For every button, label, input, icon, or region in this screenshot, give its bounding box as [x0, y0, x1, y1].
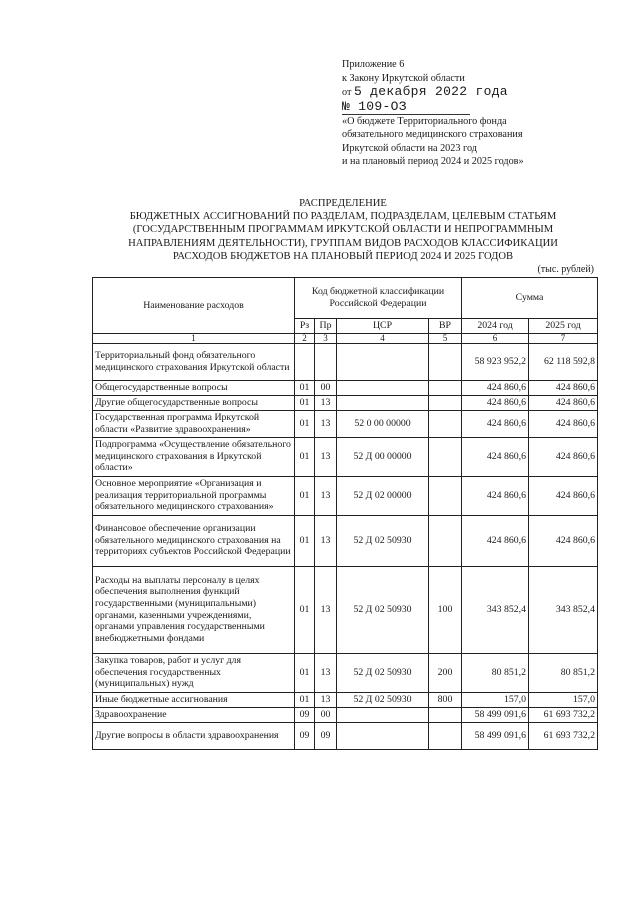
row-name: Финансовое обеспечение организации обязательного медицинского страхования на территориях субъектов Российской Федерации — [93, 515, 295, 566]
header-sum-group: Сумма — [462, 278, 598, 319]
row-name: Общегосударственные вопросы — [93, 380, 295, 395]
table-row — [93, 410, 598, 437]
row-amount-2025: 424 860,6 — [529, 380, 598, 395]
row-amount-2025: 424 860,6 — [529, 437, 598, 476]
table-row — [93, 707, 598, 722]
row-vr — [429, 476, 462, 515]
row-vr — [429, 380, 462, 395]
table-row — [93, 395, 598, 410]
title-line-1: РАСПРЕДЕЛЕНИЕ — [299, 198, 387, 209]
row-name: Закупка товаров, работ и услуг для обеспечения государственных (муниципальных) нужд — [93, 653, 295, 692]
row-csr — [337, 395, 429, 410]
appendix-law-title-3: Иркутской области на 2023 год — [342, 142, 477, 154]
header-csr: ЦСР — [337, 319, 429, 334]
row-vr — [429, 437, 462, 476]
header-2024: 2024 год — [462, 319, 529, 334]
table-row — [93, 343, 598, 380]
row-csr: 52 Д 00 00000 — [337, 437, 429, 476]
row-rz: 01 — [295, 566, 315, 653]
table-row — [93, 722, 598, 749]
row-rz: 01 — [295, 380, 315, 395]
row-csr: 52 Д 02 50930 — [337, 515, 429, 566]
row-name: Расходы на выплаты персоналу в целях обеспечения выполнения функций государственными (муниципальными) органами, казенными учреждениями, органами управления государственными внебюджетными фондами — [93, 566, 295, 653]
row-amount-2024: 58 499 091,6 — [462, 707, 529, 722]
row-pr: 00 — [315, 380, 337, 395]
row-amount-2025: 157,0 — [529, 692, 598, 707]
title-line-4: НАПРАВЛЕНИЯМ ДЕЯТЕЛЬНОСТИ), ГРУППАМ ВИДОВ РАСХОДОВ КЛАССИФИКАЦИИ — [128, 237, 558, 249]
title-line-3: (ГОСУДАРСТВЕННЫМ ПРОГРАММАМ ИРКУТСКОЙ ОБЛАСТИ И НЕПРОГРАММНЫМ — [132, 224, 554, 236]
appendix-date: 5 декабря 2022 года — [353, 84, 508, 99]
budget-table — [92, 277, 598, 750]
col-num: 5 — [429, 333, 462, 343]
appendix-law-title-4: и на плановый период 2024 и 2025 годов» — [342, 156, 524, 167]
row-rz: 01 — [295, 437, 315, 476]
row-amount-2024: 157,0 — [462, 692, 529, 707]
col-num: 7 — [529, 333, 598, 343]
row-amount-2025: 61 693 732,2 — [529, 707, 598, 722]
row-csr: 52 Д 02 50930 — [337, 653, 429, 692]
row-amount-2025: 424 860,6 — [529, 410, 598, 437]
row-amount-2024: 80 851,2 — [462, 653, 529, 692]
row-amount-2025: 61 693 732,2 — [529, 722, 598, 749]
row-pr: 13 — [315, 692, 337, 707]
col-num: 1 — [93, 333, 295, 343]
table-row — [93, 476, 598, 515]
row-pr: 13 — [315, 476, 337, 515]
row-amount-2024: 58 923 952,2 — [462, 343, 529, 380]
row-amount-2025: 80 851,2 — [529, 653, 598, 692]
row-amount-2025: 343 852,4 — [529, 566, 598, 653]
row-amount-2024: 343 852,4 — [462, 566, 529, 653]
row-name: Подпрограмма «Осуществление обязательного медицинского страхования в Иркутской области» — [93, 437, 295, 476]
column-number-row — [93, 333, 598, 343]
col-num: 2 — [295, 333, 315, 343]
col-num: 3 — [315, 333, 337, 343]
row-rz: 01 — [295, 653, 315, 692]
table-row — [93, 692, 598, 707]
header-2025: 2025 год — [529, 319, 598, 334]
appendix-number-line — [342, 100, 524, 115]
row-rz: 01 — [295, 395, 315, 410]
row-pr: 13 — [315, 515, 337, 566]
row-amount-2024: 424 860,6 — [462, 395, 529, 410]
units-label: (тыс. рублей) — [537, 264, 594, 275]
col-num: 4 — [337, 333, 429, 343]
row-amount-2024: 424 860,6 — [462, 410, 529, 437]
row-pr: 13 — [315, 653, 337, 692]
row-name: Территориальный фонд обязательного медицинского страхования Иркутской области — [93, 343, 295, 380]
row-pr: 13 — [315, 566, 337, 653]
col-num: 6 — [462, 333, 529, 343]
header-vr: ВР — [429, 319, 462, 334]
row-vr: 800 — [429, 692, 462, 707]
row-pr: 09 — [315, 722, 337, 749]
title-line-5: РАСХОДОВ БЮДЖЕТОВ НА ПЛАНОВЫЙ ПЕРИОД 2024 И 2025 ГОДОВ — [172, 250, 514, 262]
title-line-2: БЮДЖЕТНЫХ АССИГНОВАНИЙ ПО РАЗДЕЛАМ, ПОДРАЗДЕЛАМ, ЦЕЛЕВЫМ СТАТЬЯМ — [129, 211, 557, 223]
row-amount-2025: 424 860,6 — [529, 515, 598, 566]
appendix-law-title-1: «О бюджете Территориального фонда — [342, 115, 507, 127]
row-pr: 13 — [315, 437, 337, 476]
row-amount-2024: 58 499 091,6 — [462, 722, 529, 749]
row-vr — [429, 410, 462, 437]
row-csr — [337, 380, 429, 395]
row-csr — [337, 722, 429, 749]
appendix-law-title-2: обязательного медицинского страхования — [342, 129, 523, 140]
table-row — [93, 515, 598, 566]
appendix-number: № 109-ОЗ — [342, 100, 470, 115]
row-csr: 52 Д 02 00000 — [337, 476, 429, 515]
row-rz: 01 — [295, 692, 315, 707]
row-pr: 00 — [315, 707, 337, 722]
table-row — [93, 566, 598, 653]
row-pr: 13 — [315, 410, 337, 437]
row-amount-2024: 424 860,6 — [462, 515, 529, 566]
row-vr: 200 — [429, 653, 462, 692]
header-pr: Пр — [315, 319, 337, 334]
row-vr: 100 — [429, 566, 462, 653]
appendix-date-line — [342, 85, 524, 100]
row-name: Основное мероприятие «Организация и реализация территориальной программы обязательного медицинского страхования» — [93, 476, 295, 515]
row-vr — [429, 343, 462, 380]
row-name: Другие вопросы в области здравоохранения — [93, 722, 295, 749]
document-title — [100, 197, 586, 263]
row-csr: 52 Д 02 50930 — [337, 566, 429, 653]
header-code-group: Код бюджетной классификации Российской Федерации — [295, 278, 462, 319]
row-rz: 01 — [295, 410, 315, 437]
appendix-title: Приложение 6 — [342, 59, 405, 70]
row-vr — [429, 722, 462, 749]
row-csr — [337, 343, 429, 380]
row-amount-2024: 424 860,6 — [462, 437, 529, 476]
row-amount-2024: 424 860,6 — [462, 476, 529, 515]
row-amount-2025: 424 860,6 — [529, 476, 598, 515]
table-row — [93, 437, 598, 476]
row-amount-2024: 424 860,6 — [462, 380, 529, 395]
row-rz: 09 — [295, 722, 315, 749]
header-name: Наименование расходов — [93, 278, 295, 334]
row-name: Государственная программа Иркутской области «Развитие здравоохранения» — [93, 410, 295, 437]
row-name: Иные бюджетные ассигнования — [93, 692, 295, 707]
row-name: Другие общегосударственные вопросы — [93, 395, 295, 410]
row-csr: 52 Д 02 50930 — [337, 692, 429, 707]
row-rz: 01 — [295, 476, 315, 515]
row-vr — [429, 707, 462, 722]
row-csr: 52 0 00 00000 — [337, 410, 429, 437]
row-amount-2025: 62 118 592,8 — [529, 343, 598, 380]
row-vr — [429, 395, 462, 410]
row-name: Здравоохранение — [93, 707, 295, 722]
row-rz: 09 — [295, 707, 315, 722]
row-amount-2025: 424 860,6 — [529, 395, 598, 410]
header-rz: Рз — [295, 319, 315, 334]
row-vr — [429, 515, 462, 566]
row-rz — [295, 343, 315, 380]
table-header-row-1 — [93, 278, 598, 319]
row-csr — [337, 707, 429, 722]
row-pr: 13 — [315, 395, 337, 410]
table-row — [93, 380, 598, 395]
appendix-law-ref: к Закону Иркутской области — [342, 72, 465, 84]
appendix-block — [342, 58, 524, 169]
appendix-from-prefix: от — [342, 87, 352, 98]
table-row — [93, 653, 598, 692]
row-pr — [315, 343, 337, 380]
row-rz: 01 — [295, 515, 315, 566]
